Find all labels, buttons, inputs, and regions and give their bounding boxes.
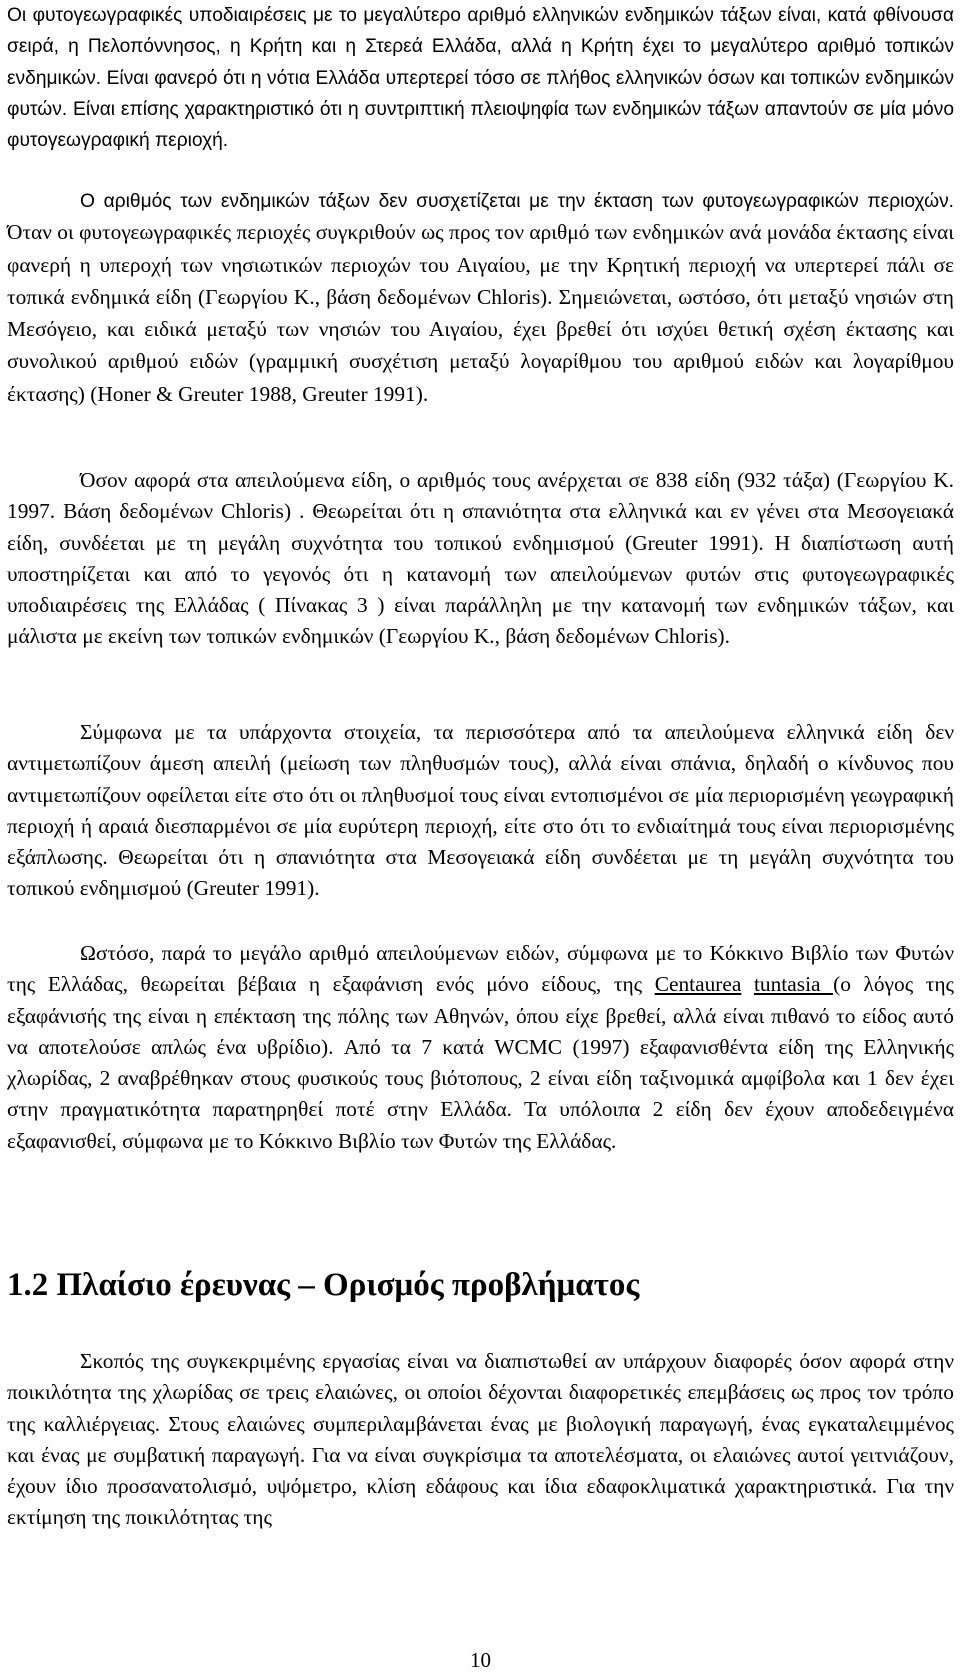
paragraph-research-scope: Σκοπός της συγκεκριμένης εργασίας είναι να διαπιστωθεί αν υπάρχουν διαφορές όσον αφορά στην ποικιλότητα της χλωρίδας σε τρεις ελαιώνες, οι οποίοι δέχονται διαφορετικές επεμβάσεις ως προς τον τρόπο της καλλιέργειας. Στους ελαιώνες συμπεριλαμβάνεται ένας με βιολογική παραγωγή, ένας εγκαταλειμμένος και ένας με συμβατική παραγωγή. Για να είναι συγκρίσιμα τα αποτελέσματα, οι ελαιώνες αυτοί γειτνιάζουν, έχουν ίδιο προσανατολισμό, υψόμετρο, κλίση εδάφους και ίδια εδαφοκλιματικά χαρακτηριστικά. Για την εκτίμηση της ποικιλότητας της xyxy=(7,1349,954,1530)
paragraph-endemic-area xyxy=(7,185,954,411)
page-number: 10 xyxy=(470,1648,491,1672)
paragraph-extinction xyxy=(7,938,954,1157)
species-epithet-name: tuntasia xyxy=(753,972,834,997)
paragraph-extinction-intro: Ωστόσο, παρά το μεγάλο αριθμό απειλούμενων ειδών, σύμφωνα με το Κόκκινο Βιβλίο των Φυτών της Ελλάδας, θεωρείται βέβαια η εξαφάνιση ενός μόνο είδους, της xyxy=(7,941,954,997)
species-name-space xyxy=(741,972,754,996)
paragraph-threatened-species: Όσον αφορά στα απειλούμενα είδη, ο αριθμός τους ανέρχεται σε 838 είδη (932 τάξα) (Γεωργίου Κ. 1997. Βάση δεδομένων Chloris) . Θεωρείται ότι η σπανιότητα στα ελληνικά και εν γένει στα Μεσογειακά είδη, συνδέεται με τη μεγάλη συχνότητα του τοπικού ενδημισμού (Greuter 1991). Η διαπίστωση αυτή υποστηρίζεται και από το γεγονός ότι η κατανομή των απειλούμενων φυτών στις φυτογεωγραφικές υποδιαιρέσεις της Ελλάδας ( Πίνακας 3 ) είναι παράλληλη με την κατανομή των ενδημικών τάξων, και μάλιστα με εκείνη των τοπικών ενδημικών (Γεωργίου Κ., βάση δεδομένων Chloris). xyxy=(7,468,954,649)
species-genus-name: Centaurea xyxy=(654,972,742,997)
paragraph-extinction-body: (ο λόγος της εξαφάνισής της είναι η επέκταση της πόλης των Αθηνών, όπου είχε βρεθεί, αλλά είναι πιθανό το είδος αυτό να αποτελούσε απλώς ένα υβρίδιο). Από τα 7 κατά WCMC (1997) εξαφανισθέντα είδη της Ελληνικής χλωρίδας, 2 αναβρέθηκαν στους φυσικούς τους βιότοπους, 2 είναι είδη ταξινομικά αμφίβολα και 1 δεν έχει στην πραγματικότητα παρατηρηθεί ποτέ στην Ελλάδα. Τα υπόλοιπα 2 είδη δεν έχουν αποδεδειγμένα εξαφανισθεί, σύμφωνα με το Κόκκινο Βιβλίο των Φυτών της Ελλάδας. xyxy=(7,972,954,1153)
paragraph-endemic-area-sans-part: Ο αριθμός των ενδημικών τάξων δεν συσχετίζεται με την έκταση των φυτογεωγραφικών περιοχών. xyxy=(80,191,954,212)
paragraph-endemic-area-serif-part: Όταν οι φυτογεωγραφικές περιοχές συγκριθούν ως προς τον αριθμό των ενδημικών ανά μονάδα έκτασης είναι φανερή η υπεροχή των νησιωτικών περιοχών του Αιγαίου, με την Κρητική περιοχή να υπερτερεί πάλι σε τοπικά ενδημικά είδη (Γεωργίου Κ., βάση δεδομένων Chloris). Σημειώνεται, ωστόσο, ότι μεταξύ νησιών στη Μεσόγειο, και ειδικά μεταξύ των νησιών του Αιγαίου, έχει βρεθεί ότι ισχύει θετική σχέση έκτασης και συνολικού αριθμού ειδών (γραμμική συσχέτιση μεταξύ λογαρίθμου του αριθμού ειδών και λογαρίθμου έκτασης) (Honer & Greuter 1988, Greuter 1991). xyxy=(7,220,954,406)
paragraph-rarity: Σύμφωνα με τα υπάρχοντα στοιχεία, τα περισσότερα από τα απειλούμενα ελληνικά είδη δεν αντιμετωπίζουν άμεση απειλή (μείωση των πληθυσμών τους), αλλά είναι σπάνια, δηλαδή ο κίνδυνος που αντιμετωπίζουν οφείλεται είτε στο ότι οι πληθυσμοί τους είναι εντοπισμένοι σε μία περιορισμένη γεωγραφική περιοχή ή αραιά διεσπαρμένοι σε μία ευρύτερη περιοχή, είτε στο ότι το ενδιαίτημά τους είναι περιορισμένης εξάπλωσης. Θεωρείται ότι η σπανιότητα στα Μεσογειακά είδη συνδέεται με τη μεγάλη συχνότητα του τοπικού ενδημισμού (Greuter 1991). xyxy=(7,720,954,901)
paragraph-endemic-regions: Οι φυτογεωγραφικές υποδιαιρέσεις με το μεγαλύτερο αριθμό ελληνικών ενδημικών τάξων είναι, κατά φθίνουσα σειρά, η Πελοπόννησος, η Κρήτη και η Στερεά Ελλάδα, αλλά η Κρήτη έχει το μεγαλύτερο αριθμό τοπικών ενδημικών. Είναι φανερό ότι η νότια Ελλάδα υπερτερεί τόσο σε πλήθος ελληνικών όσων και τοπικών ενδημικών φυτών. Είναι επίσης χαρακτηριστικό ότι η συντριπτική πλειοψηφία των ενδημικών τάξων απαντούν σε μία μόνο φυτογεωγραφική περιοχή. xyxy=(7,5,954,152)
section-heading: 1.2 Πλαίσιο έρευνας – Ορισμός προβλήματος xyxy=(7,1267,640,1303)
